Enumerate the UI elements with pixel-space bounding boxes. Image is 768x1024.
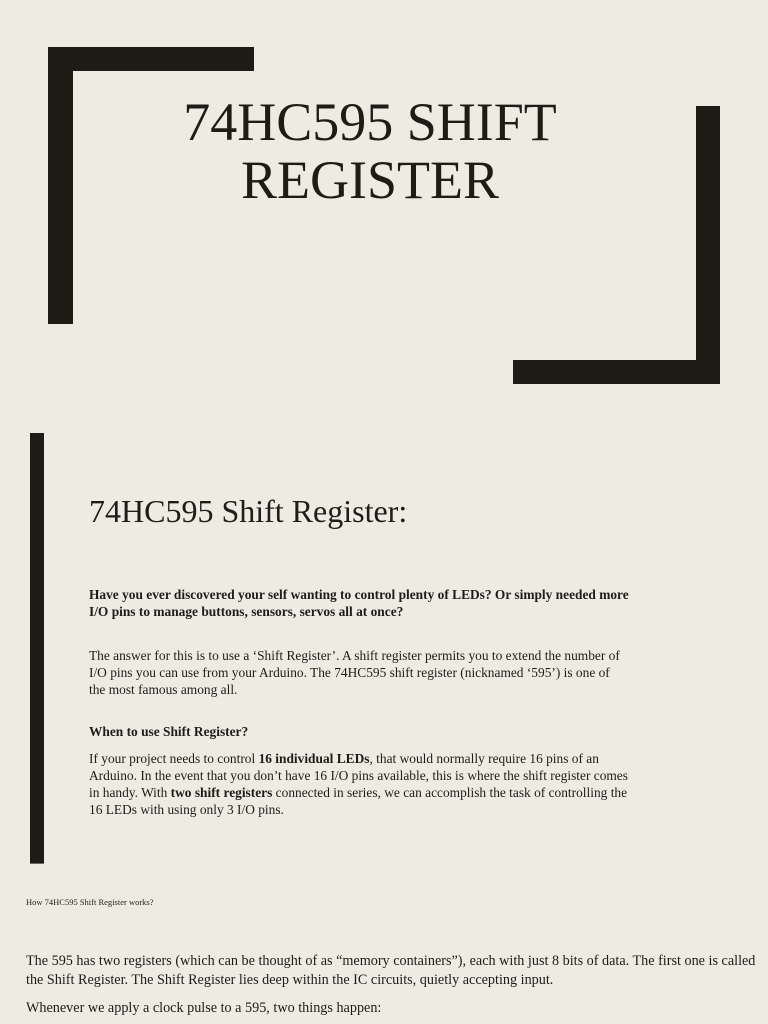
project-bold-registers: two shift registers: [170, 785, 273, 800]
corner-bracket-bottom-right-vertical: [696, 106, 720, 384]
body-paragraph-2: Whenever we apply a clock pulse to a 595, two things happen:: [26, 1000, 382, 1016]
slide-accent-bar-end: [30, 863, 44, 864]
project-text-2: , that would normally require 16 pins of an Arduino. In the event that you don’t have 16 I/O pins available, this is where the shift register comes in handy. With: [89, 751, 628, 800]
project-bold-leds: 16 individual LEDs: [258, 751, 370, 766]
corner-bracket-top-left-vertical: [48, 47, 73, 324]
intro-question: Have you ever discovered your self wanting to control plenty of LEDs? Or simply needed more I/O pins to manage buttons, sensors, servos all at once?: [89, 587, 629, 619]
corner-bracket-top-left-horizontal: [48, 47, 254, 71]
section-heading: 74HC595 Shift Register:: [89, 493, 408, 529]
slide-title: [120, 93, 620, 209]
when-heading: When to use Shift Register?: [89, 724, 249, 739]
answer-paragraph: The answer for this is to use a ‘Shift Register’. A shift register permits you to extend the number of I/O pins you can use from your Arduino. The 74HC595 shift register (nicknamed ‘595’) is one of the most famous among all.: [89, 648, 620, 697]
how-it-works-heading: How 74HC595 Shift Register works?: [26, 897, 154, 907]
slide-title-line-1: 74HC595 SHIFT: [183, 92, 557, 152]
project-text-1: If your project needs to control: [89, 751, 259, 766]
project-paragraph: [89, 750, 629, 818]
slide-accent-bar: [30, 433, 44, 863]
slide-title-line-2: REGISTER: [240, 150, 499, 210]
corner-bracket-bottom-right-horizontal: [513, 360, 720, 384]
body-paragraph-1: The 595 has two registers (which can be thought of as “memory containers”), each with just 8 bits of data. The first one is called the Shift Register. The Shift Register lies deep within the IC circuits, quietly accepting input.: [26, 953, 756, 988]
project-text-3: connected in series, we can accomplish the task of controlling the 16 LEDs with using only 3 I/O pins.: [89, 785, 628, 817]
